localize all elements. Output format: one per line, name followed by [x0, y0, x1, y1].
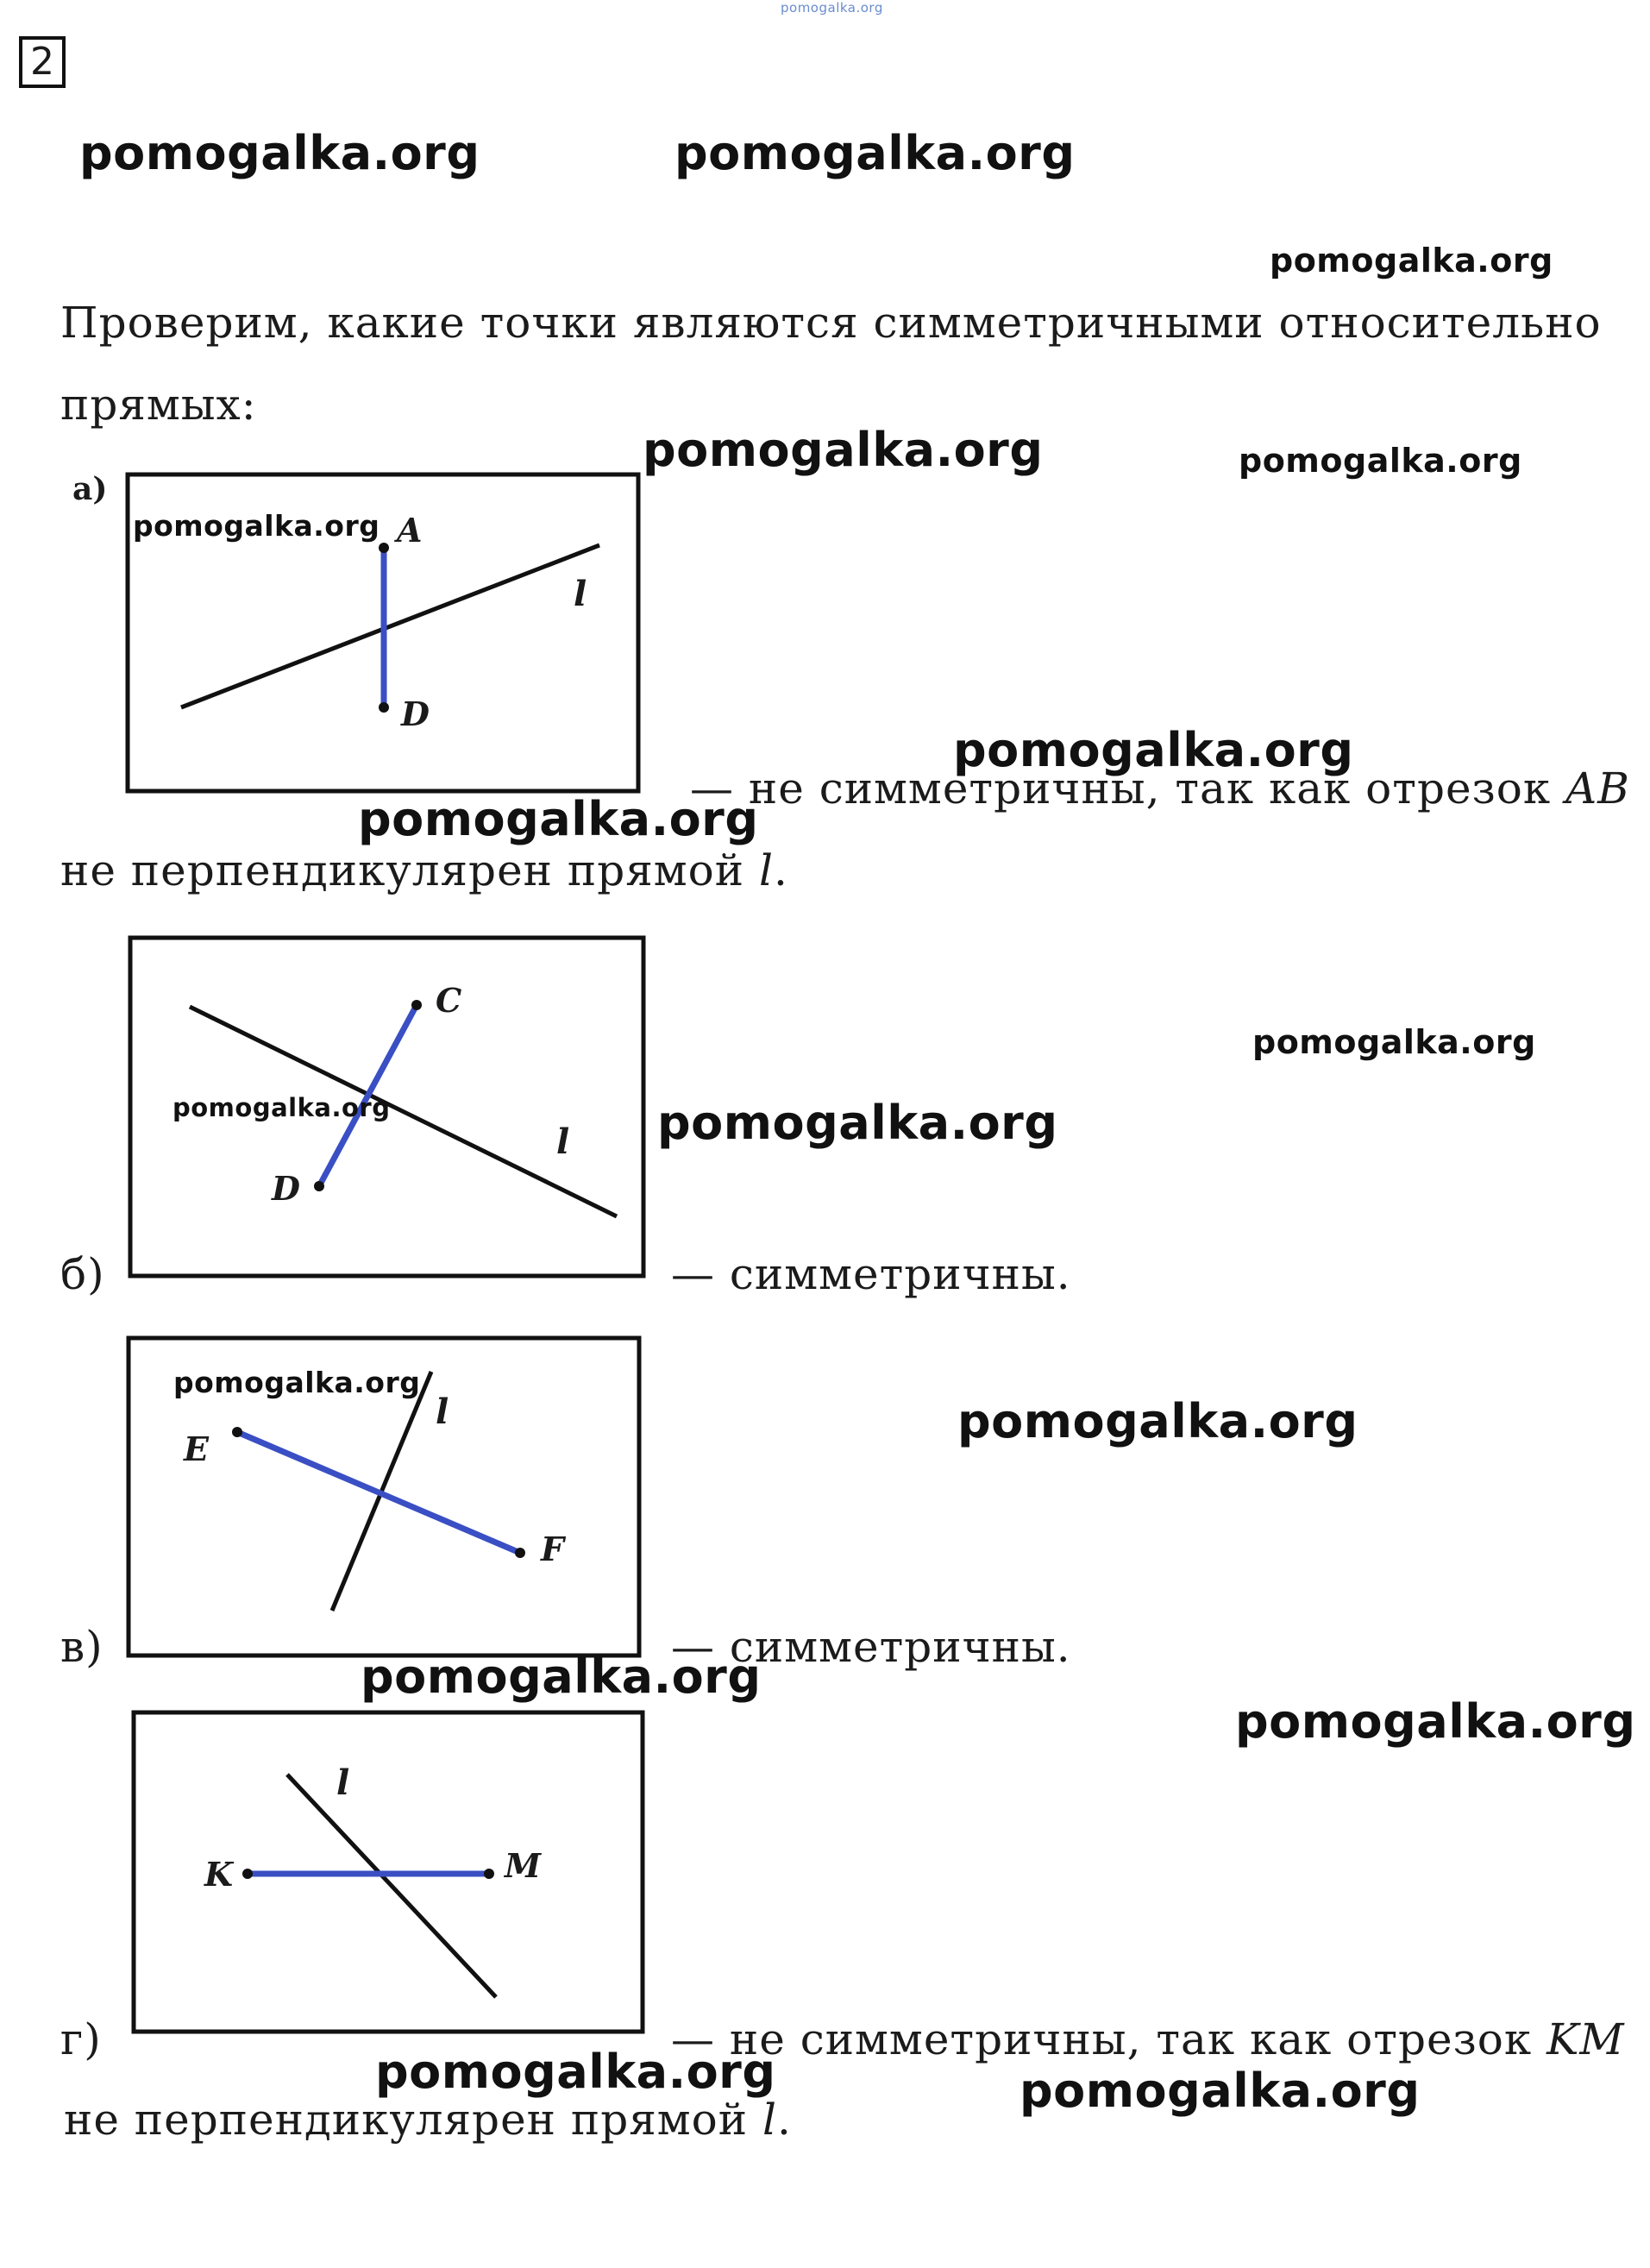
watermark: pomogalka.org	[657, 1096, 1058, 1150]
point-m: M	[505, 1846, 542, 1885]
point-e: E	[184, 1429, 209, 1468]
watermark: pomogalka.org	[674, 126, 1076, 180]
point-c: C	[436, 981, 462, 1020]
watermark: pomogalka.org	[1270, 242, 1553, 280]
point-k: K	[204, 1855, 234, 1894]
watermark: pomogalka.org	[361, 1649, 762, 1704]
answer-g-line-2: не перпендикулярен прямой l.	[64, 2095, 792, 2145]
answer-g-label: г)	[60, 2014, 102, 2064]
intro-line-2: прямых:	[60, 380, 257, 430]
watermark: pomogalka.org	[643, 423, 1044, 477]
watermark: pomogalka.org	[133, 509, 380, 543]
point-f: F	[541, 1530, 564, 1568]
watermark: pomogalka.org	[173, 1093, 391, 1122]
point-d: D	[401, 694, 430, 733]
watermark: pomogalka.org	[781, 0, 883, 16]
figure-b	[125, 927, 660, 1281]
figure-v	[125, 1333, 660, 1661]
answer-a-line-1: — не симметричны, так как отрезок AB	[690, 763, 1630, 814]
answer-b-label: б)	[60, 1249, 105, 1299]
figure-a-label: а)	[72, 471, 108, 507]
answer-v-label: в)	[60, 1622, 104, 1672]
task-number: 2	[19, 36, 66, 88]
figure-g	[125, 1704, 660, 2040]
watermark: pomogalka.org	[953, 723, 1354, 777]
watermark: pomogalka.org	[1235, 1694, 1636, 1749]
watermark: pomogalka.org	[79, 126, 480, 180]
watermark: pomogalka.org	[375, 2045, 776, 2099]
watermark: pomogalka.org	[173, 1366, 421, 1399]
intro-line-1: Проверим, какие точки являются симметричными относительно	[60, 298, 1602, 348]
watermark: pomogalka.org	[957, 1394, 1358, 1448]
watermark: pomogalka.org	[1019, 2064, 1421, 2118]
answer-g-line-1: — не симметричны, так как отрезок KM	[671, 2014, 1625, 2064]
watermark: pomogalka.org	[1239, 442, 1522, 480]
line-l: l	[574, 574, 587, 614]
answer-v-text: — симметричны.	[671, 1622, 1071, 1672]
figure-a	[60, 466, 647, 794]
watermark: pomogalka.org	[1252, 1023, 1536, 1061]
answer-b-text: — симметричны.	[671, 1249, 1071, 1299]
point-d: D	[272, 1169, 300, 1208]
answer-a-line-2: не перпендикулярен прямой l.	[60, 845, 788, 895]
line-l: l	[436, 1392, 449, 1432]
line-l: l	[336, 1762, 350, 1803]
point-a: A	[397, 511, 423, 550]
line-l: l	[556, 1121, 570, 1162]
watermark: pomogalka.org	[358, 792, 759, 846]
